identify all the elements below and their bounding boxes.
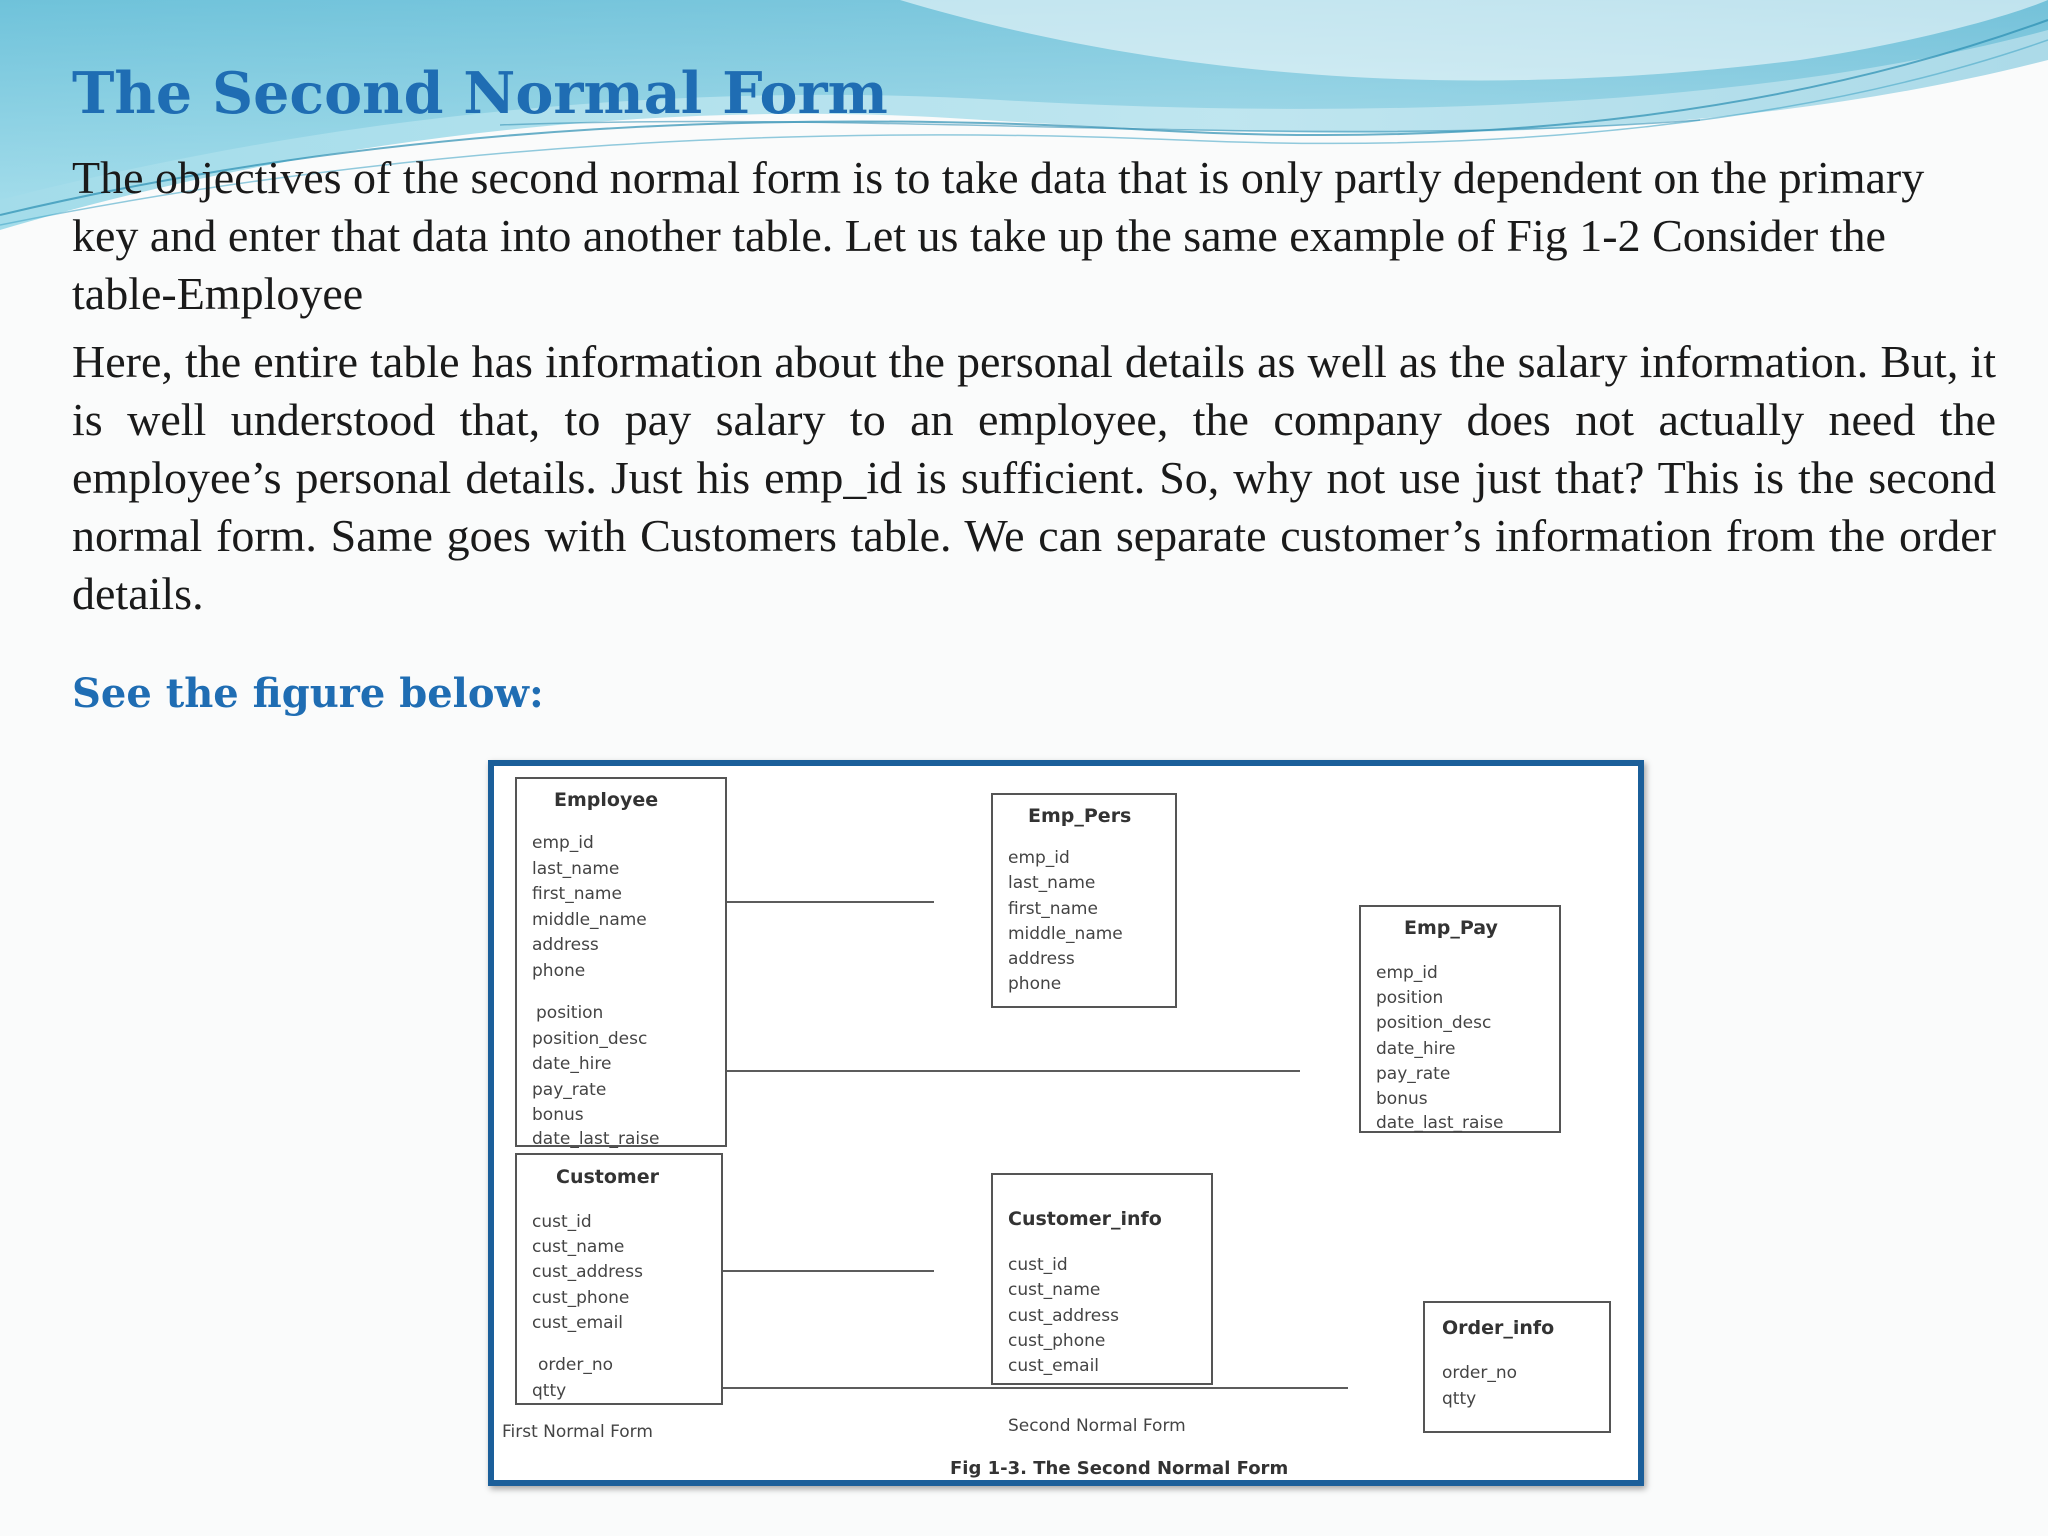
field: cust_email: [532, 1313, 624, 1333]
label-second-normal-form: Second Normal Form: [1008, 1416, 1186, 1436]
field: cust_phone: [1008, 1331, 1106, 1351]
field: cust_address: [532, 1262, 643, 1282]
field: emp_id: [1008, 848, 1070, 868]
slide-title: The Second Normal Form: [72, 60, 888, 127]
table-employee: [516, 778, 726, 1149]
label-first-normal-form: First Normal Form: [502, 1422, 653, 1442]
field: cust_address: [1008, 1306, 1119, 1326]
field: cust_email: [1008, 1356, 1100, 1376]
field: middle_name: [1008, 924, 1123, 944]
field: address: [1008, 949, 1075, 969]
field: middle_name: [532, 910, 647, 930]
field: cust_id: [1008, 1255, 1068, 1275]
field: bonus: [1376, 1089, 1428, 1109]
field: date_last_raise: [532, 1129, 660, 1149]
table-employee-name: Employee: [554, 789, 659, 811]
normalization-diagram: [494, 766, 1638, 1480]
table-emp-pers: [992, 794, 1176, 1007]
field: position: [1376, 988, 1444, 1008]
field: phone: [1008, 974, 1062, 994]
field: cust_phone: [532, 1288, 630, 1308]
table-emp-pay-name: Emp_Pay: [1404, 917, 1498, 939]
table-emp-pers-name: Emp_Pers: [1028, 805, 1132, 827]
figure-caption: Fig 1-3. The Second Normal Form: [950, 1458, 1289, 1479]
table-emp-pay: [1360, 906, 1560, 1133]
field: position_desc: [532, 1029, 648, 1049]
field: emp_id: [532, 833, 594, 853]
table-customer-info-name: Customer_info: [1008, 1208, 1162, 1230]
field: qtty: [532, 1381, 567, 1401]
field: bonus: [532, 1105, 584, 1125]
see-figure-label: See the figure below:: [72, 670, 544, 717]
field: order_no: [538, 1355, 614, 1375]
field: cust_name: [532, 1237, 625, 1257]
field: pay_rate: [1376, 1064, 1451, 1084]
field: qtty: [1442, 1389, 1477, 1409]
paragraph-objectives: The objectives of the second normal form is to take data that is only partly dependent on the primary key and enter that data into another table. Let us take up the same example of Fig 1-2 Consider the table-Employee: [72, 152, 1925, 319]
field: phone: [532, 961, 586, 981]
table-order-info-name: Order_info: [1442, 1317, 1555, 1339]
field: first_name: [1008, 899, 1098, 919]
table-customer: [516, 1154, 722, 1404]
figure-second-normal-form: [488, 760, 1644, 1486]
field: first_name: [532, 884, 622, 904]
field: last_name: [532, 859, 620, 879]
field: date_hire: [1376, 1039, 1456, 1059]
field: date_last_raise: [1376, 1113, 1504, 1133]
field: position_desc: [1376, 1013, 1492, 1033]
table-customer-info: [992, 1174, 1212, 1384]
table-order-info: [1424, 1302, 1610, 1432]
table-customer-name: Customer: [556, 1166, 659, 1188]
field: cust_name: [1008, 1280, 1101, 1300]
field: order_no: [1442, 1363, 1518, 1383]
field: cust_id: [532, 1212, 592, 1232]
field: last_name: [1008, 873, 1096, 893]
field: address: [532, 935, 599, 955]
field: position: [536, 1003, 604, 1023]
paragraph-explanation: Here, the entire table has information about the personal details as well as the salary information. But, it is well understood that, to pay salary to an employee, the company does not actually need the employee’s personal details. Just his emp_id is sufficient. So, why not use just that? This is the second normal form. Same goes with Customers table. We can separate customer’s information from the order details.: [72, 336, 1996, 619]
field: date_hire: [532, 1054, 612, 1074]
field: pay_rate: [532, 1080, 607, 1100]
field: emp_id: [1376, 963, 1438, 983]
